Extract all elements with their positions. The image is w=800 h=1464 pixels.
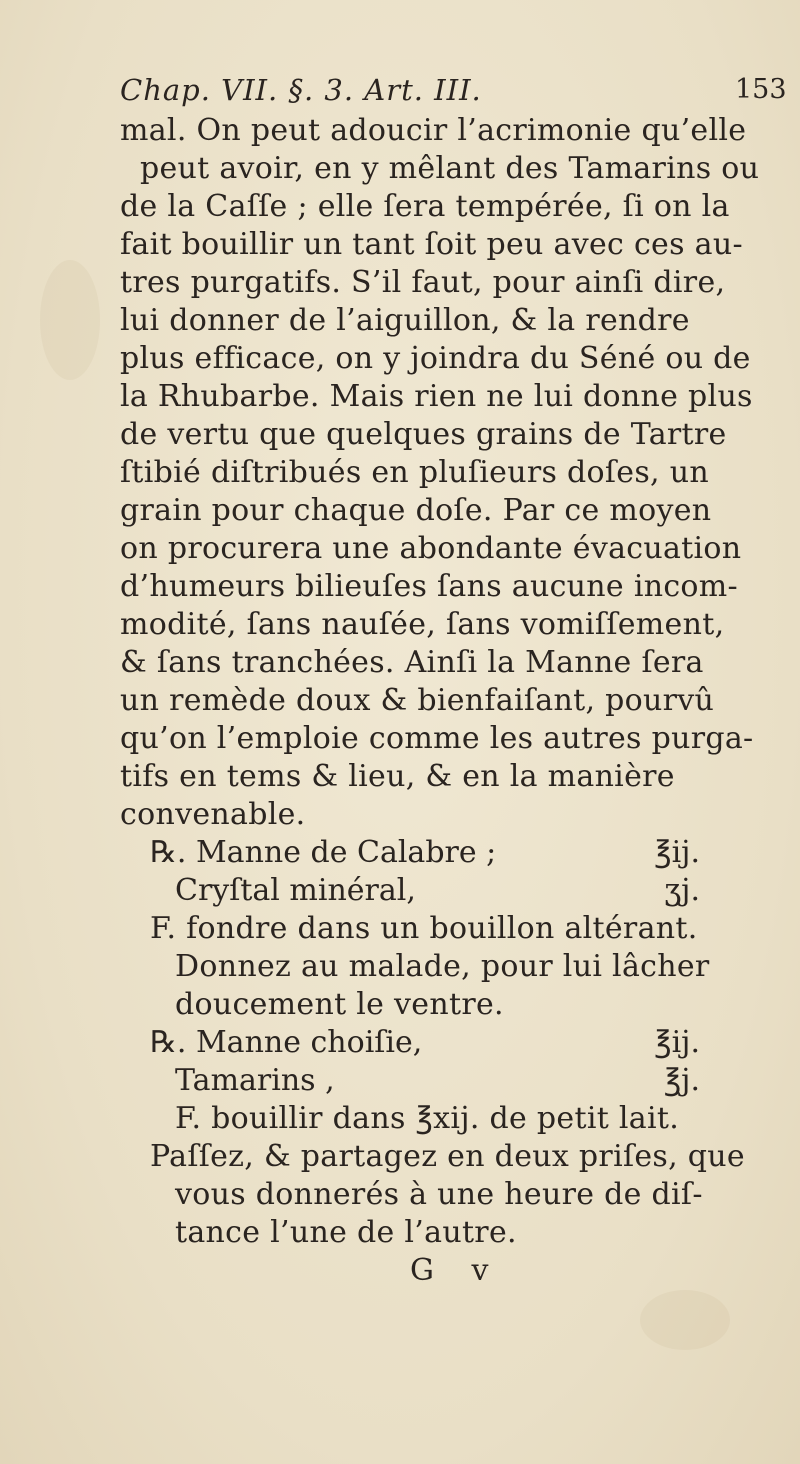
text-line: peut avoir, en y mêlant des Tamarins ou	[140, 151, 760, 186]
paper-stain	[640, 1290, 730, 1350]
recipe-item	[175, 873, 700, 909]
text-line: qu’on l’emploie comme les autres purga-	[120, 721, 754, 756]
text-line: d’humeurs bilieuſes ſans aucune incom-	[120, 569, 738, 604]
text-line: de la Caſſe ; elle ſera tempérée, ſi on la	[120, 189, 730, 224]
recipe-quantity: ℥j.	[663, 1063, 700, 1098]
recipe-instruction: F. fondre dans un bouillon altérant.	[150, 911, 698, 946]
text-line: ſtibié diſtribués en pluſieurs doſes, un	[120, 455, 709, 490]
recipe-item	[175, 1063, 700, 1099]
text-line: un remède doux & bienfaiſant, pourvû	[120, 683, 715, 718]
text-line: modité, ſans nauſée, ſans vomiſſement,	[120, 607, 725, 642]
recipe-instruction: Paſſez, & partagez en deux priſes, que	[150, 1139, 745, 1174]
text-line: de vertu que quelques grains de Tartre	[120, 417, 727, 452]
text-line: lui donner de l’aiguillon, & la rendre	[120, 303, 690, 338]
recipe-instruction: vous donnerés à une heure de diſ-	[175, 1177, 703, 1212]
paper-stain	[40, 260, 100, 380]
text-line: tres purgatifs. S’il faut, pour ainſi dire,	[120, 265, 726, 300]
recipe-quantity: ℥ij.	[654, 1025, 700, 1060]
recipe-instruction: doucement le ventre.	[175, 987, 504, 1022]
recipe-instruction: F. bouillir dans ℥xij. de petit lait.	[175, 1101, 680, 1136]
text-line: & ſans tranchées. Ainſi la Manne ſera	[120, 645, 704, 680]
text-line: convenable.	[120, 797, 306, 832]
recipe-ingredient: Cryſtal minéral,	[175, 873, 416, 908]
text-line: grain pour chaque doſe. Par ce moyen	[120, 493, 712, 528]
recipe-item	[150, 835, 700, 871]
text-line: plus efficace, on y joindra du Séné ou de	[120, 341, 751, 376]
recipe-ingredient: ℞. Manne de Calabre ;	[150, 835, 497, 870]
page-number: 153	[735, 74, 787, 105]
text-line: tifs en tems & lieu, & en la manière	[120, 759, 675, 794]
text-line: mal. On peut adoucir l’acrimonie qu’elle	[120, 113, 747, 148]
recipe-ingredient: ℞. Manne choiſie,	[150, 1025, 423, 1060]
text-line: fait bouillir un tant ſoit peu avec ces au-	[120, 227, 743, 262]
running-header: Chap. VII. §. 3. Art. III.	[120, 73, 482, 107]
recipe-instruction: tance l’une de l’autre.	[175, 1215, 517, 1250]
text-line: la Rhubarbe. Mais rien ne lui donne plus	[120, 379, 753, 414]
text-line: on procurera une abondante évacuation	[120, 531, 742, 566]
signature-mark: G v	[410, 1253, 503, 1288]
recipe-ingredient: Tamarins ,	[175, 1063, 335, 1098]
recipe-quantity: ʒj.	[664, 873, 700, 908]
recipe-quantity: ℥ij.	[654, 835, 700, 870]
recipe-item	[150, 1025, 700, 1061]
recipe-instruction: Donnez au malade, pour lui lâcher	[175, 949, 710, 984]
